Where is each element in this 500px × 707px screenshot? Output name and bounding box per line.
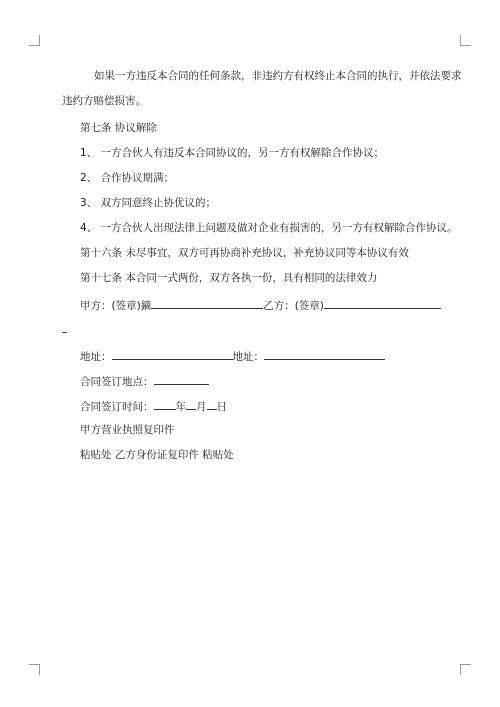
clause-4: 4、 一方合伙人出现法律上问题及做对企业有损害的，另一方有权解除合作协议。 [80,222,458,234]
address-b-blank [264,348,385,360]
attachment-a: 甲方营业执照复印件 [80,424,175,436]
party-a-signature-blank [151,297,263,309]
sign-time-line [80,398,227,414]
party-b-label: 乙方：(签章) [263,300,324,312]
sign-place-line [80,373,209,389]
year-label: 年 [175,401,186,413]
month-label: 月 [196,401,207,413]
address-line [80,348,385,364]
paragraph-1-line-1: 如果一方违反本合同的任何条款，非违约方有权终止本合同的执行，并依法要求 [94,70,462,82]
article-16: 第十六条 未尽事宜，双方可再协商补充协议，补充协议同等本协议有效 [80,247,409,259]
crop-mark-bottom-right [460,664,471,675]
signature-line [80,297,441,313]
sign-time-label: 合同签订时间： [80,401,154,413]
sign-place-blank [154,373,209,385]
party-a-label: 甲方：(签章)鏑 [80,300,152,312]
sign-place-label: 合同签订地点： [80,376,154,388]
clause-2: 2、 合作协议期满； [80,172,175,184]
address-a-label: 地址： [80,351,112,363]
address-b-label: 地址： [232,351,264,363]
crop-mark-top-left [29,35,40,46]
crop-mark-top-right [460,35,471,46]
crop-mark-bottom-left [29,664,40,675]
paragraph-1-line-2: 违约方赔偿损害。 [62,95,146,107]
clause-3: 3、 双方同意终止协优议的； [80,197,217,209]
clause-1: 1、 一方合伙人有违反本合同协议的，另一方有权解除合作协议； [80,147,385,159]
day-label: 日 [216,401,227,413]
month-blank [186,398,196,410]
attachment-b: 粘贴处 乙方身份证复印件 粘贴处 [80,449,234,461]
day-blank [207,398,217,410]
year-blank [154,398,176,410]
stray-dash-mark [62,332,67,333]
party-b-signature-blank [324,297,441,309]
address-a-blank [112,348,233,360]
article-7-title: 第七条 协议解除 [80,122,157,134]
article-17: 第十七条 本合同一式两份，双方各执一份，具有相同的法律效力 [80,272,378,284]
